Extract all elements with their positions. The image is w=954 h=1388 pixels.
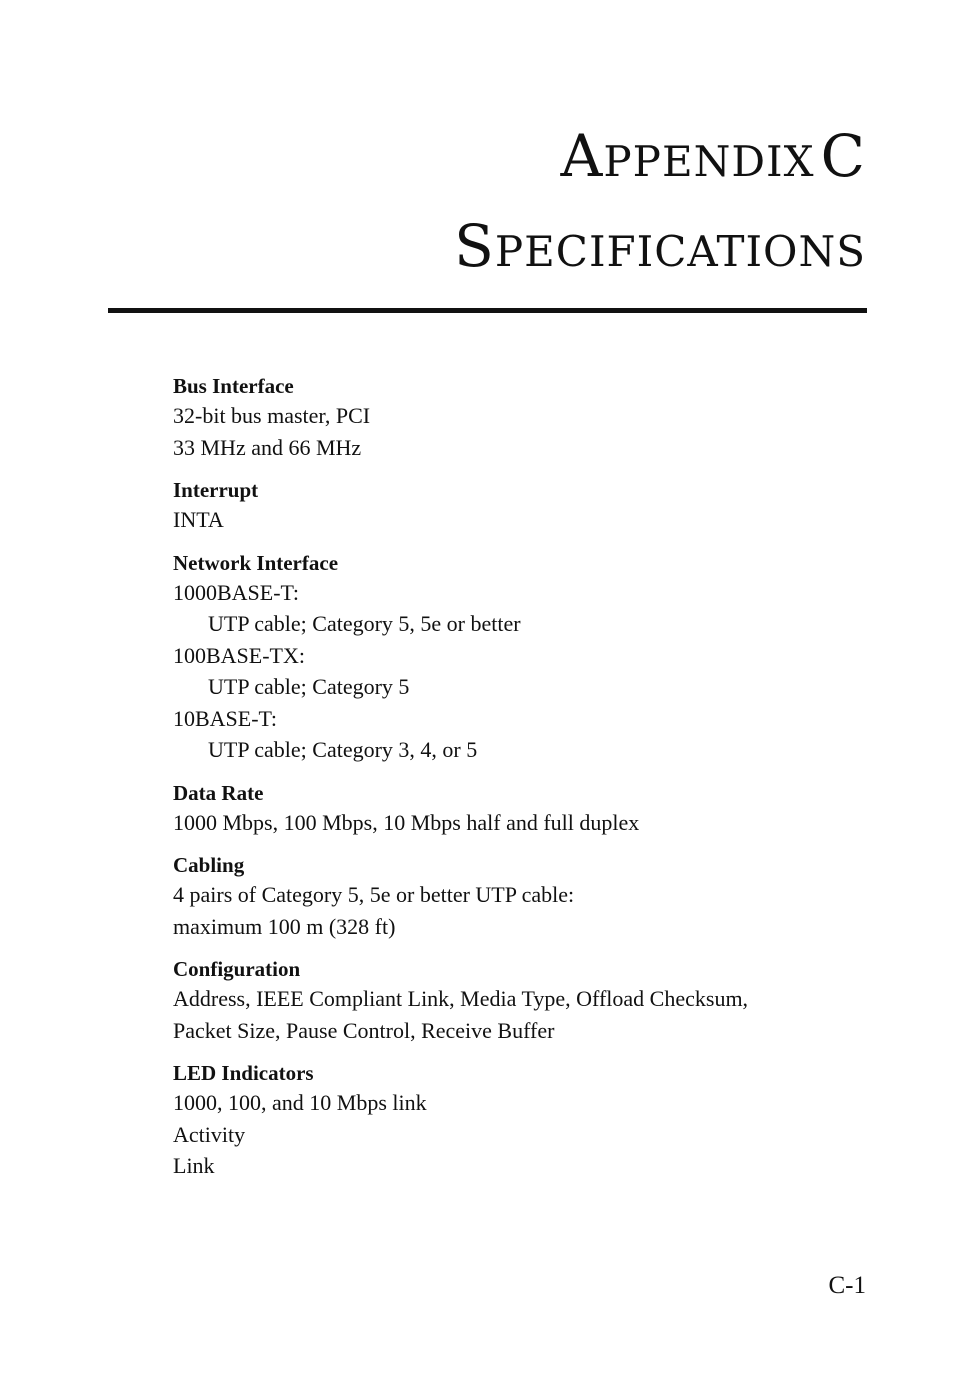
- section-heading: LED Indicators: [173, 1061, 314, 1085]
- section-heading: Network Interface: [173, 550, 339, 575]
- spec-line: Link: [173, 1153, 215, 1178]
- chapter-title-rest: PECIFICATIONS: [494, 227, 866, 276]
- spec-line: 1000 Mbps, 100 Mbps, 10 Mbps half and full duplex: [173, 809, 640, 835]
- appendix-title-rest: PPENDIX: [603, 137, 815, 186]
- spec-line: 1000, 100, and 10 Mbps link: [173, 1090, 427, 1115]
- spec-line: Packet Size, Pause Control, Receive Buffer: [173, 1017, 555, 1043]
- section-interrupt: [173, 476, 873, 536]
- spec-line-indented: UTP cable; Category 5, 5e or better: [208, 611, 521, 636]
- section-led-indicators: [173, 1059, 873, 1182]
- page-number: C-1: [828, 1272, 866, 1299]
- chapter-title: [166, 212, 866, 280]
- title-divider: [108, 308, 867, 313]
- spec-line: 33 MHz and 66 MHz: [173, 434, 362, 460]
- section-heading: Configuration: [173, 957, 301, 981]
- spec-line: 1000BASE-T:: [173, 579, 300, 605]
- section-heading: Data Rate: [173, 780, 264, 805]
- section-heading: Bus Interface: [173, 374, 294, 398]
- specifications-list: [173, 372, 873, 1195]
- chapter-title-cap: S: [454, 212, 495, 280]
- spec-line-indented: UTP cable; Category 5: [208, 674, 410, 699]
- spec-line: Address, IEEE Compliant Link, Media Type, Offload Checksum,: [173, 986, 749, 1011]
- section-data-rate: [173, 779, 873, 839]
- spec-line-indented: UTP cable; Category 3, 4, or 5: [208, 737, 478, 762]
- section-bus-interface: [173, 372, 873, 463]
- spec-line: 10BASE-T:: [173, 705, 278, 731]
- section-configuration: [173, 955, 873, 1046]
- spec-line: maximum 100 m (328 ft): [173, 913, 396, 939]
- section-heading: Interrupt: [173, 478, 259, 502]
- spec-line: 4 pairs of Category 5, 5e or better UTP cable:: [173, 882, 575, 907]
- section-heading: Cabling: [173, 853, 245, 877]
- appendix-title: [166, 122, 866, 190]
- appendix-title-letter: C: [820, 122, 866, 190]
- spec-line: INTA: [173, 507, 224, 532]
- appendix-title-cap: A: [560, 122, 604, 190]
- spec-line: Activity: [173, 1121, 246, 1147]
- section-cabling: [173, 851, 873, 942]
- section-network-interface: [173, 549, 873, 766]
- spec-line: 100BASE-TX:: [173, 642, 305, 668]
- spec-line: 32-bit bus master, PCI: [173, 403, 371, 428]
